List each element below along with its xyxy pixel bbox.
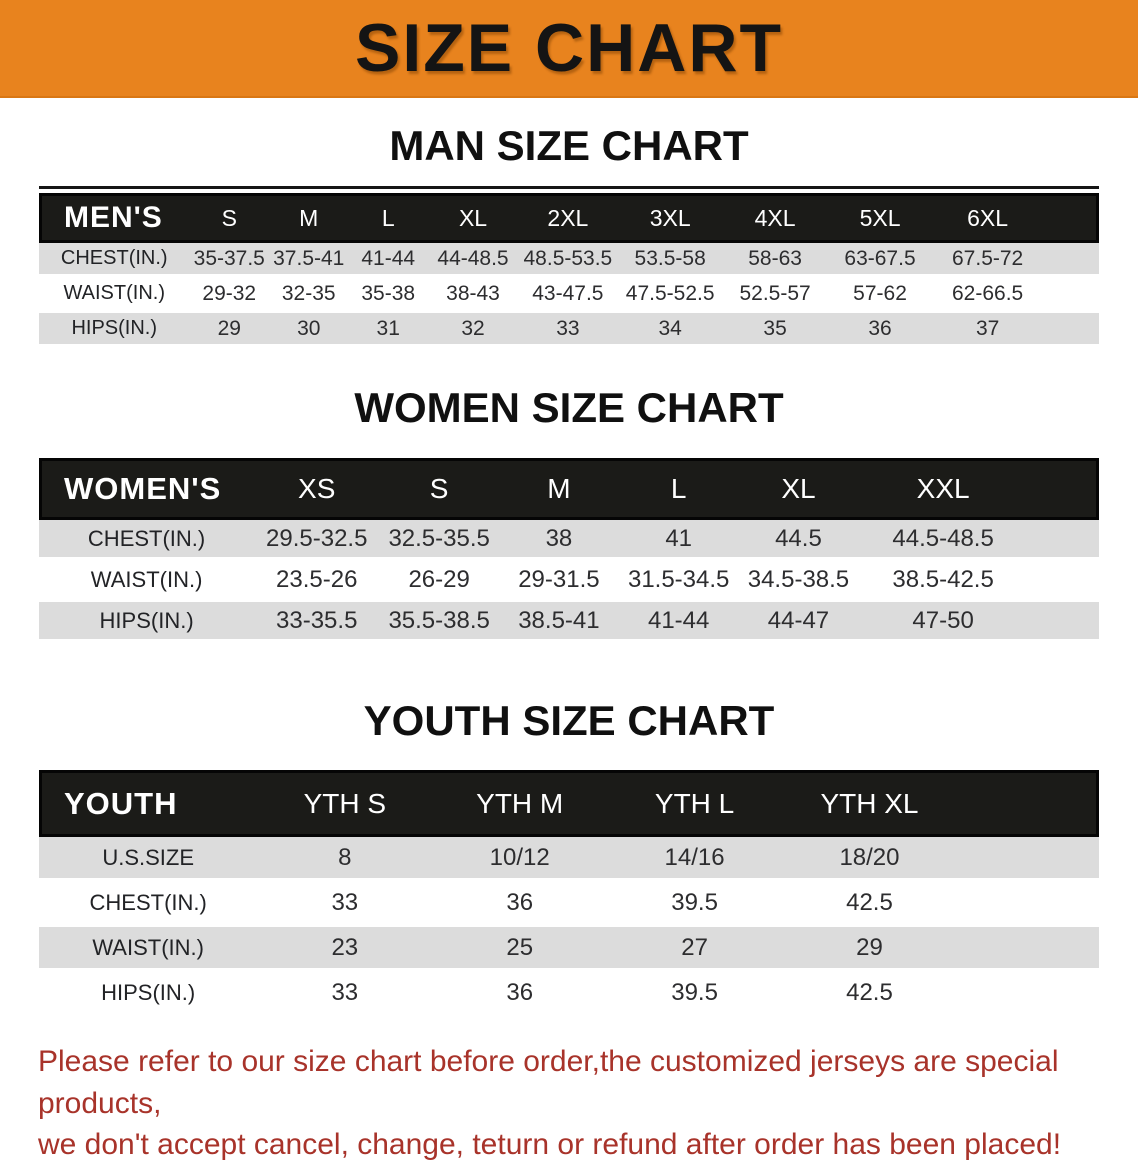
value-cell: 8 <box>257 837 432 882</box>
value-cell: 38-43 <box>428 278 518 313</box>
value-cell: 34 <box>618 313 723 348</box>
table-row <box>39 243 1099 278</box>
value-cell: 43-47.5 <box>518 278 618 313</box>
value-cell: 47.5-52.5 <box>618 278 723 313</box>
value-cell: 41-44 <box>619 602 739 643</box>
filler-cell <box>1028 520 1099 561</box>
value-cell: 32-35 <box>269 278 348 313</box>
row-label: CHEST(IN.) <box>39 243 190 278</box>
row-label: HIPS(IN.) <box>39 313 190 348</box>
man-section-heading: MAN SIZE CHART <box>389 122 749 169</box>
value-cell: 36 <box>432 972 607 1017</box>
filler-cell <box>957 837 1099 882</box>
value-cell: 47-50 <box>858 602 1028 643</box>
value-cell: 63-67.5 <box>828 243 933 278</box>
value-cell: 18/20 <box>782 837 957 882</box>
value-cell: 10/12 <box>432 837 607 882</box>
size-column-header: YTH L <box>607 770 782 837</box>
value-cell: 23 <box>257 927 432 972</box>
size-column-header: 6XL <box>933 193 1043 243</box>
filler-cell <box>1043 313 1099 348</box>
size-column-header: YTH M <box>432 770 607 837</box>
table-row <box>39 882 1099 927</box>
row-label: CHEST(IN.) <box>39 520 254 561</box>
value-cell: 39.5 <box>607 882 782 927</box>
women-size-table <box>39 458 1099 643</box>
size-chart-banner <box>0 0 1138 98</box>
value-cell: 31.5-34.5 <box>619 561 739 602</box>
women-section-heading: WOMEN SIZE CHART <box>354 384 784 432</box>
header-row <box>39 770 1099 837</box>
value-cell: 37 <box>933 313 1043 348</box>
value-cell: 23.5-26 <box>254 561 379 602</box>
value-cell: 38.5-42.5 <box>858 561 1028 602</box>
value-cell: 37.5-41 <box>269 243 348 278</box>
filler-cell <box>957 927 1099 972</box>
table-row <box>39 927 1099 972</box>
row-label: HIPS(IN.) <box>39 972 257 1017</box>
value-cell: 39.5 <box>607 972 782 1017</box>
value-cell: 33 <box>257 972 432 1017</box>
value-cell: 29-31.5 <box>499 561 619 602</box>
size-column-header: XL <box>428 193 518 243</box>
value-cell: 44.5-48.5 <box>858 520 1028 561</box>
table-row <box>39 278 1099 313</box>
youth-section-heading: YOUTH SIZE CHART <box>363 697 775 745</box>
value-cell: 48.5-53.5 <box>518 243 618 278</box>
table-row <box>39 561 1099 602</box>
value-cell: 42.5 <box>782 882 957 927</box>
divider-rule <box>39 186 1099 189</box>
value-cell: 34.5-38.5 <box>739 561 859 602</box>
row-label: HIPS(IN.) <box>39 602 254 643</box>
size-column-header: YTH S <box>257 770 432 837</box>
value-cell: 41 <box>619 520 739 561</box>
filler-cell <box>957 972 1099 1017</box>
filler-cell <box>957 882 1099 927</box>
size-column-header: M <box>499 458 619 520</box>
men-size-table <box>39 193 1099 348</box>
filler-cell <box>1043 243 1099 278</box>
value-cell: 38 <box>499 520 619 561</box>
row-label: WAIST(IN.) <box>39 927 257 972</box>
value-cell: 29 <box>190 313 269 348</box>
table-row <box>39 520 1099 561</box>
value-cell: 44.5 <box>739 520 859 561</box>
size-column-header: 2XL <box>518 193 618 243</box>
table-row <box>39 837 1099 882</box>
value-cell: 32 <box>428 313 518 348</box>
value-cell: 67.5-72 <box>933 243 1043 278</box>
table-row <box>39 313 1099 348</box>
value-cell: 25 <box>432 927 607 972</box>
filler-cell <box>1028 602 1099 643</box>
value-cell: 35.5-38.5 <box>379 602 499 643</box>
header-row <box>39 458 1099 520</box>
row-label: CHEST(IN.) <box>39 882 257 927</box>
size-column-header: 3XL <box>618 193 723 243</box>
value-cell: 29 <box>782 927 957 972</box>
size-column-header: 4XL <box>723 193 828 243</box>
value-cell: 38.5-41 <box>499 602 619 643</box>
size-column-header: XS <box>254 458 379 520</box>
value-cell: 31 <box>348 313 427 348</box>
size-column-header: L <box>619 458 739 520</box>
value-cell: 33-35.5 <box>254 602 379 643</box>
size-column-header: XL <box>739 458 859 520</box>
value-cell: 26-29 <box>379 561 499 602</box>
value-cell: 53.5-58 <box>618 243 723 278</box>
value-cell: 41-44 <box>348 243 427 278</box>
value-cell: 30 <box>269 313 348 348</box>
disclaimer-note <box>38 1041 1108 1165</box>
table-row <box>39 602 1099 643</box>
youth-size-table <box>39 770 1099 1017</box>
size-column-header: 5XL <box>828 193 933 243</box>
value-cell: 44-47 <box>739 602 859 643</box>
filler-cell <box>1028 561 1099 602</box>
value-cell: 29-32 <box>190 278 269 313</box>
value-cell: 36 <box>828 313 933 348</box>
size-column-header: S <box>190 193 269 243</box>
table-title-cell: MEN'S <box>39 193 190 243</box>
row-label: WAIST(IN.) <box>39 561 254 602</box>
value-cell: 32.5-35.5 <box>379 520 499 561</box>
table-title-cell: YOUTH <box>39 770 257 837</box>
value-cell: 29.5-32.5 <box>254 520 379 561</box>
size-column-header: YTH XL <box>782 770 957 837</box>
filler-cell <box>1043 193 1099 243</box>
value-cell: 27 <box>607 927 782 972</box>
banner-title: SIZE CHART <box>355 10 783 86</box>
value-cell: 58-63 <box>723 243 828 278</box>
value-cell: 14/16 <box>607 837 782 882</box>
row-label: WAIST(IN.) <box>39 278 190 313</box>
header-row <box>39 193 1099 243</box>
value-cell: 62-66.5 <box>933 278 1043 313</box>
filler-cell <box>1043 278 1099 313</box>
value-cell: 52.5-57 <box>723 278 828 313</box>
value-cell: 57-62 <box>828 278 933 313</box>
size-column-header: XXL <box>858 458 1028 520</box>
table-row <box>39 972 1099 1017</box>
value-cell: 35 <box>723 313 828 348</box>
value-cell: 33 <box>518 313 618 348</box>
value-cell: 36 <box>432 882 607 927</box>
row-label: U.S.SIZE <box>39 837 257 882</box>
filler-cell <box>1028 458 1099 520</box>
value-cell: 44-48.5 <box>428 243 518 278</box>
value-cell: 35-38 <box>348 278 427 313</box>
table-title-cell: WOMEN'S <box>39 458 254 520</box>
size-column-header: L <box>348 193 427 243</box>
value-cell: 42.5 <box>782 972 957 1017</box>
filler-cell <box>957 770 1099 837</box>
value-cell: 35-37.5 <box>190 243 269 278</box>
size-column-header: S <box>379 458 499 520</box>
disclaimer-line-2: we don't accept cancel, change, teturn or refund after order has been placed! <box>38 1128 1062 1162</box>
size-column-header: M <box>269 193 348 243</box>
value-cell: 33 <box>257 882 432 927</box>
disclaimer-line-1: Please refer to our size chart before order,the customized jerseys are special products, <box>38 1045 1059 1120</box>
